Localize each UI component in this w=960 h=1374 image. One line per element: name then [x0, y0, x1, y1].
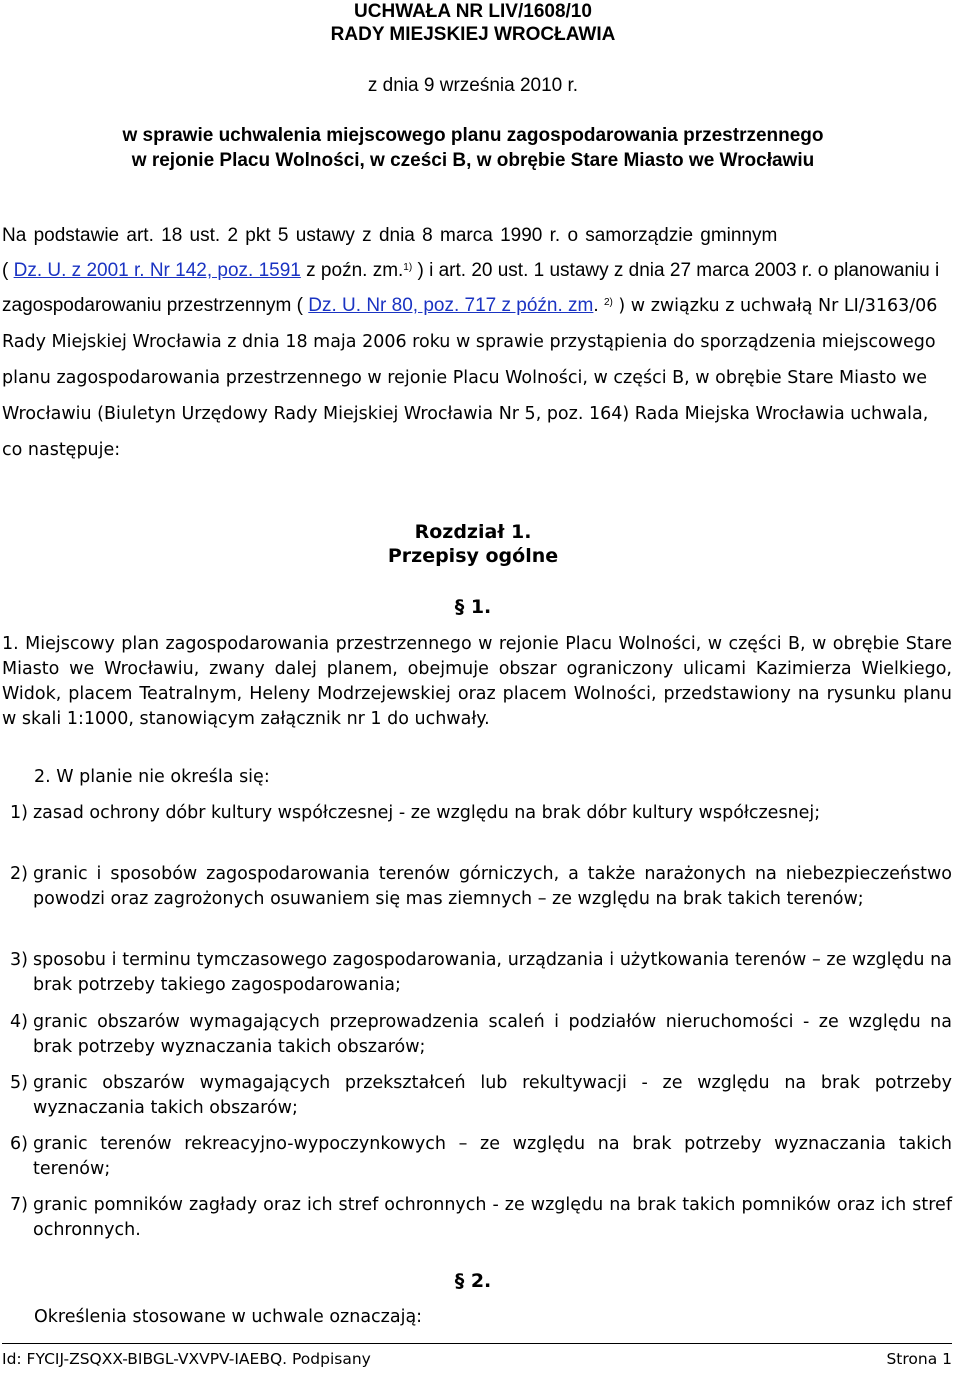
document-id: Id: FYCIJ-ZSQXX-BIBGL-VXVPV-IAEBQ. Podpisany: [2, 1350, 371, 1368]
list-item-text: sposobu i terminu tymczasowego zagospodarowania, urządzania i użytkowania terenów – ze względu na brak potrzeby takiego zagospodarowania;: [33, 950, 952, 995]
preamble-open-paren: (: [2, 260, 14, 281]
list-item-text: zasad ochrony dóbr kultury współczesnej - ze względu na brak dóbr kultury współczesnej;: [33, 803, 821, 823]
paragraph-1-mark: § 1.: [454, 596, 492, 618]
list-item-number: 1): [10, 803, 28, 823]
list-item-number: 7): [10, 1195, 28, 1215]
list-item-number: 5): [10, 1073, 28, 1093]
list-item-text: granic i sposobów zagospodarowania terenów górniczych, a także narażonych na niebezpieczeństwo powodzi oraz zagrożonych osuwaniem się mas ziemnych – ze względu na brak takich terenów;: [33, 864, 952, 909]
footnote-ref-1[interactable]: 1): [403, 262, 413, 273]
paragraph-1-point-1: 1. Miejscowy plan zagospodarowania przestrzennego w rejonie Placu Wolności, w części B, w obrębie Stare Miasto we Wrocławiu, zwany dalej planem, obejmuje obszar ograniczony ulicami Kazimierza Wielkiego, Widok, placem Teatralnym, Heleny Modrzejewskiej oraz placem Wolności, przedstawiony na rysunku planu w skali 1:1000, stanowiącym załącznik nr 1 do uchwały.: [2, 634, 952, 729]
paragraph-2-intro: Określenia stosowane w uchwale oznaczają:: [34, 1307, 423, 1327]
list-item: [10, 1132, 952, 1182]
list-item: [10, 862, 952, 937]
list-item-number: 6): [10, 1134, 28, 1154]
preamble-text-1: Na podstawie art. 18 ust. 2 pkt 5 ustawy z dnia 8 marca 1990 r. o samorządzie gminnym: [2, 225, 778, 246]
list-item: [10, 1010, 952, 1060]
list-item-text: granic pomników zagłady oraz ich stref ochronnych - ze względu na brak takich pomników oraz ich stref ochronnych.: [33, 1195, 952, 1240]
chapter-title: Przepisy ogólne: [387, 545, 559, 567]
chapter-number: Rozdział 1.: [414, 521, 532, 543]
paragraph-2-mark: § 2.: [454, 1270, 492, 1292]
preamble-text-5: ) w związku z uchwałą Nr LI/3163/06 Rady Miejskiej Wrocławia z dnia 18 maja 2006 roku w sprawie przystąpienia do sporządzenia miejscowego planu zagospodarowania przestrzennego w rejonie Placu Wolności, w części B, w obrębie Stare Miasto we Wrocławiu (Biuletyn Urzędowy Rady Miejskiej Wrocławia Nr 5, poz. 164) Rada Miejska Wrocławia uchwala, co następuje:: [2, 296, 938, 460]
list-item-number: 4): [10, 1012, 28, 1032]
legal-reference-link-1[interactable]: Dz. U. z 2001 r. Nr 142, poz. 1591: [13, 260, 301, 281]
list-item: [10, 1193, 952, 1243]
page-number: Strona 1: [886, 1350, 952, 1368]
list-item-text: granic terenów rekreacyjno-wypoczynkowych – ze względu na brak potrzeby wyznaczania takich terenów;: [33, 1134, 952, 1179]
subject-line-1: w sprawie uchwalenia miejscowego planu zagospodarowania przestrzennego: [122, 125, 824, 146]
preamble-text-3: ) i art. 20 ust. 1 ustawy z dnia 27 marca 2003 r. o planowaniu i zagospodarowaniu przestrzennym (: [2, 260, 940, 316]
list-item: [10, 801, 952, 851]
subject-line-2: w rejonie Placu Wolności, w cześci B, w obrębie Stare Miasto we Wrocławiu: [131, 150, 815, 171]
resolution-date: z dnia 9 września 2010 r.: [367, 75, 579, 96]
legal-reference-link-2[interactable]: Dz. U. Nr 80, poz. 717 z późn. zm: [308, 295, 594, 316]
council-name: RADY MIEJSKIEJ WROCŁAWIA: [330, 24, 616, 45]
list-item: [10, 1071, 952, 1121]
list-item: [10, 948, 952, 998]
list-item-number: 3): [10, 950, 28, 970]
list-item-text: granic obszarów wymagających przeprowadzenia scaleń i podziałów nieruchomości - ze względu na brak potrzeby wyznaczania takich obszarów;: [33, 1012, 952, 1057]
preamble-text-4: .: [593, 295, 604, 316]
footnote-ref-2[interactable]: 2): [603, 297, 613, 308]
resolution-title: UCHWAŁA NR LIV/1608/10: [354, 1, 592, 22]
page-footer: [2, 1343, 952, 1374]
list-item-text: granic obszarów wymagających przekształceń lub rekultywacji - ze względu na brak potrzeby wyznaczania takich obszarów;: [33, 1073, 952, 1118]
paragraph-1-point-2: 2. W planie nie określa się:: [34, 767, 270, 787]
list-item-number: 2): [10, 864, 28, 884]
preamble-text-2: z poźn. zm.: [300, 260, 404, 281]
